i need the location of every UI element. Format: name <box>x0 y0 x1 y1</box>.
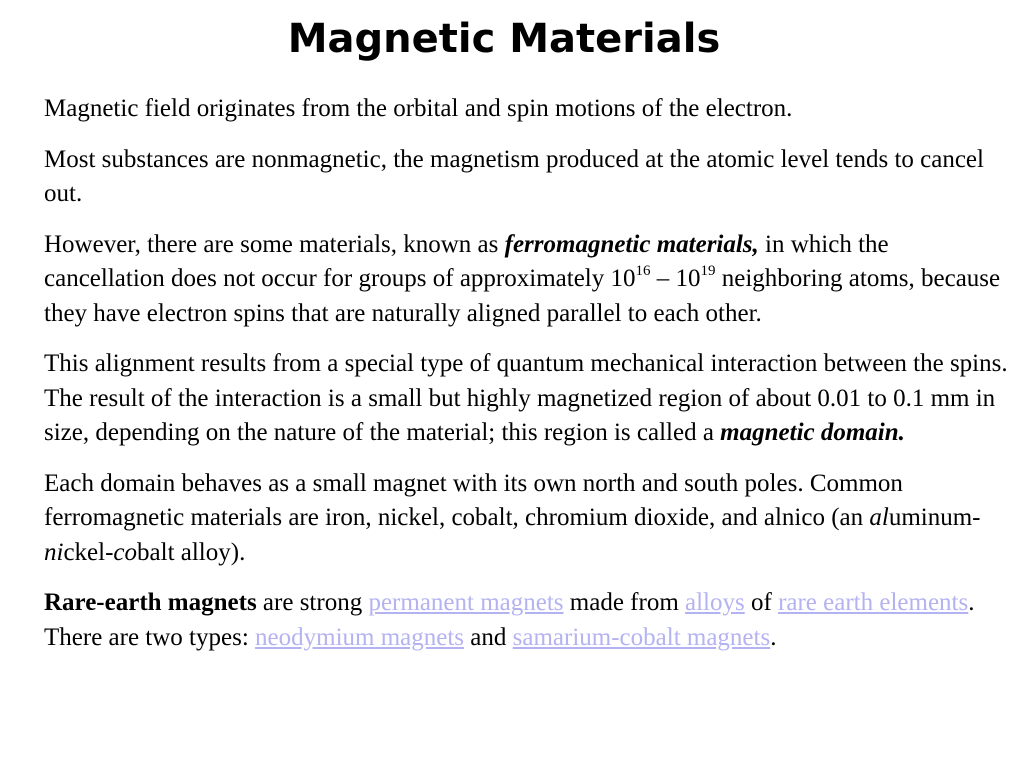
text-segment: are strong <box>256 589 369 616</box>
text-segment: – 10 <box>650 265 701 292</box>
link-alloys[interactable]: alloys <box>685 589 745 616</box>
term-rare-earth-magnets: Rare-earth magnets <box>44 589 257 616</box>
exponent-16: 16 <box>635 262 651 279</box>
page-title: Magnetic Materials <box>287 16 721 62</box>
paragraph-alignment <box>44 347 1012 451</box>
text-segment: uminum- <box>888 504 981 531</box>
text-segment: Each domain behaves as a small magnet with its own north and south poles. Common ferromagnetic materials are iron, nickel, cobalt, chromium dioxide, and alnico (an <box>44 469 903 531</box>
alnico-al: al <box>869 504 889 531</box>
alnico-co: co <box>113 538 138 566</box>
text-segment: . <box>770 623 777 651</box>
slide-body <box>44 92 1012 671</box>
link-permanent-magnets[interactable]: permanent magnets <box>368 589 564 616</box>
text-segment: balt alloy). <box>137 538 246 566</box>
text-segment: neighboring atoms, because they have electron spins that are naturally aligned parallel to each other. <box>44 265 1001 327</box>
link-rare-earth-elements[interactable]: rare earth elements <box>778 589 969 616</box>
term-magnetic-domain: magnetic domain. <box>720 419 905 446</box>
paragraph-rare-earth <box>44 586 1012 655</box>
link-neodymium-magnets[interactable]: neodymium magnets <box>255 623 465 651</box>
link-samarium-cobalt-magnets[interactable]: samarium-cobalt magnets <box>512 623 771 651</box>
text-segment: of <box>744 589 779 616</box>
term-ferromagnetic-materials: ferromagnetic materials, <box>504 230 759 258</box>
paragraph-ferromagnetic <box>44 228 1012 332</box>
paragraph-nonmagnetic: Most substances are nonmagnetic, the magnetism produced at the atomic level tends to cancel out. <box>44 145 984 207</box>
exponent-19: 19 <box>700 262 716 279</box>
text-segment: However, there are some materials, known as <box>44 230 505 258</box>
text-segment: . There are two types: <box>44 589 975 651</box>
text-segment: in which the cancellation does not occur for groups of approximately 10 <box>44 230 889 292</box>
text-segment: ckel- <box>63 538 114 566</box>
text-segment: made from <box>563 589 686 616</box>
paragraph-magnetic-field: Magnetic field originates from the orbital and spin motions of the electron. <box>44 95 793 122</box>
alnico-ni: ni <box>44 538 64 566</box>
text-segment: This alignment results from a special type of quantum mechanical interaction between the spins. The result of the interaction is a small but highly magnetized region of about 0.01 to 0.1 mm in size, depending on the nature of the material; this region is called a <box>44 350 1008 446</box>
text-segment: and <box>464 623 513 651</box>
paragraph-domain <box>44 467 1012 571</box>
